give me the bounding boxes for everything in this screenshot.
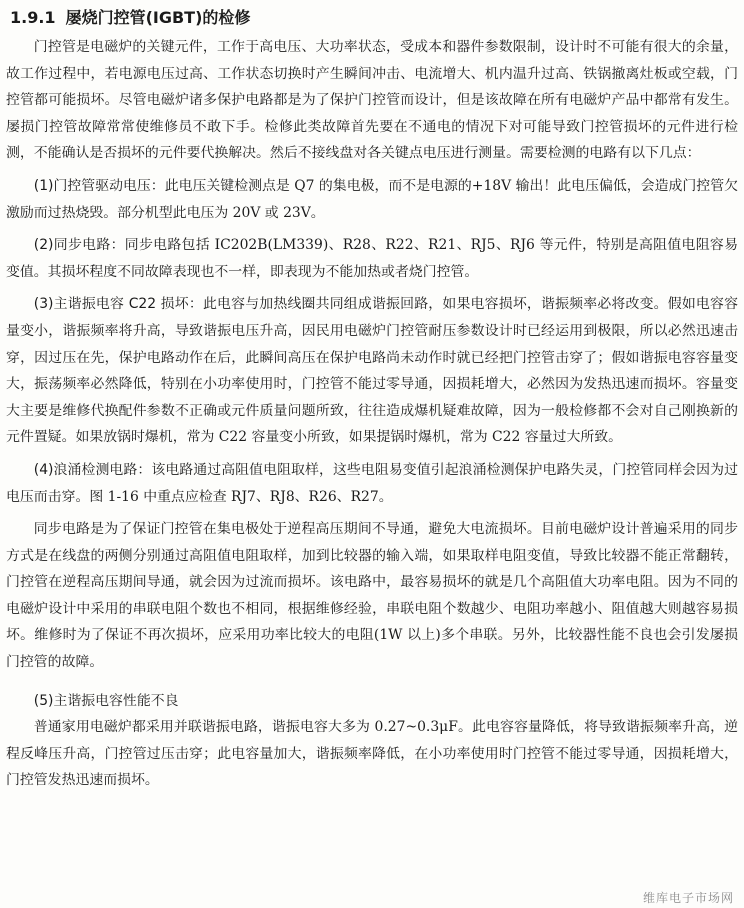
item-label-3: (3)主谐振电容 C22 损坏 — [33, 296, 189, 313]
intro-paragraph: 门控管是电磁炉的关键元件，工作于高电压、大功率状态，受成本和器件参数限制，设计时不可能有很大的余量，故工作过程中，若电源电压过高、工作状态切换时产生瞬间冲击、电流增大、机内温升过高、铁锅撤离灶板或空载，门控管都可能损坏。尽管电磁炉诸多保护电路都是为了保护门控管而设计，但是该故障在所有电磁炉产品中都常有发生。屡损门控管故障常常使维修员不敢下手。检修此类故障首先要在不通电的情况下对可能导致门控管损坏的元件进行检测，不能确认是否损坏的元件要代换解决。然后不接线盘对各关键点电压进行测量。需要检测的电路有以下几点： — [6, 39, 738, 162]
item-paragraph-1 — [6, 173, 738, 226]
item-paragraph-2 — [6, 232, 738, 285]
item-paragraph-4 — [6, 457, 738, 510]
item-label-5: (5)主谐振电容性能不良 — [33, 692, 179, 709]
item-text-1: ：此电压关键检测点是 Q7 的集电极，而不是电源的+18V 输出！此电压偏低，会造成门控管欠激励而过热烧毁。部分机型此电压为 20V 或 23V。 — [6, 177, 738, 221]
section-heading — [10, 6, 738, 30]
item-text-3: ：此电容与加热线圈共同组成谐振回路，如果电容损坏，谐振频率必将改变。假如电容容量变小，谐振频率将升高，导致谐振电压升高，因民用电磁炉门控管耐压参数设计时已经运用到极限，所以必然迅速击穿，因过压在先，保护电路动作在后，此瞬间高压在保护电路尚未动作时就已经把门控管击穿了；假如谐振电容容量变大，振荡频率必然降低，特别在小功率使用时，门控管不能过零导通，因损耗增大，必然因为发热迅速而损坏。容量变大主要是维修代换配件参数不正确或元件质量问题所致，往往造成爆机疑难故障，因为一般检修都不会对自己刚换新的元件置疑。如果放锅时爆机，常为 C22 容量变小所致，如果提锅时爆机，常为 C22 容量过大所致。 — [6, 296, 738, 446]
item-label-1: (1)门控管驱动电压 — [33, 177, 151, 194]
section-title: 屡烧门控管(IGBT)的检修 — [65, 8, 251, 27]
watermark-text: 维库电子市场网 — [642, 891, 734, 905]
section-number: 1.9.1 — [10, 8, 56, 27]
item-paragraph-3 — [6, 291, 738, 451]
item-label-4: (4)浪涌检测电路 — [33, 461, 138, 478]
item-label-2: (2)同步电路 — [33, 237, 111, 254]
item-text-2: ：同步电路包括 IC202B(LM339)、R28、R22、R21、RJ5、RJ6 等元件，特别是高阻值电阻容易变值。其损坏程度不同故障表现也不一样，即表现为不能加热或者烧门控管。 — [6, 237, 738, 280]
final-paragraph: 普通家用电磁炉都采用并联谐振电路，谐振电容大多为 0.27~0.3μF。此电容容量降低，将导致谐振频率升高，逆程反峰压升高，门控管过压击穿；此电容量加大，谐振频率降低，在小功率使用时门控管不能过零导通，因损耗增大，门控管发热迅速而损坏。 — [6, 719, 738, 789]
sync-paragraph: 同步电路是为了保证门控管在集电极处于逆程高压期间不导通，避免大电流损坏。目前电磁炉设计普遍采用的同步方式是在线盘的两侧分别通过高阻值电阻取样，加到比较器的输入端，如果取样电阻变值，导致比较器不能正常翻转，门控管在逆程高压期间导通，就会因为过流而损坏。该电路中，最容易损坏的就是几个高阻值大功率电阻。因为不同的电磁炉设计中采用的串联电阻个数也不相同，根据维修经验，串联电阻个数越少、电阻功率越小、阻值越大则越容易损坏。维修时为了保证不再次损坏，应采用功率比较大的电阻(1W 以上)多个串联。另外，比较器性能不良也会引发屡损门控管的故障。 — [6, 521, 738, 671]
item-text-4: ：该电路通过高阻值电阻取样，这些电阻易变值引起浪涌检测保护电路失灵，门控管同样会因为过电压而击穿。图 1-16 中重点应检查 RJ7、RJ8、R26、R27。 — [6, 461, 738, 505]
